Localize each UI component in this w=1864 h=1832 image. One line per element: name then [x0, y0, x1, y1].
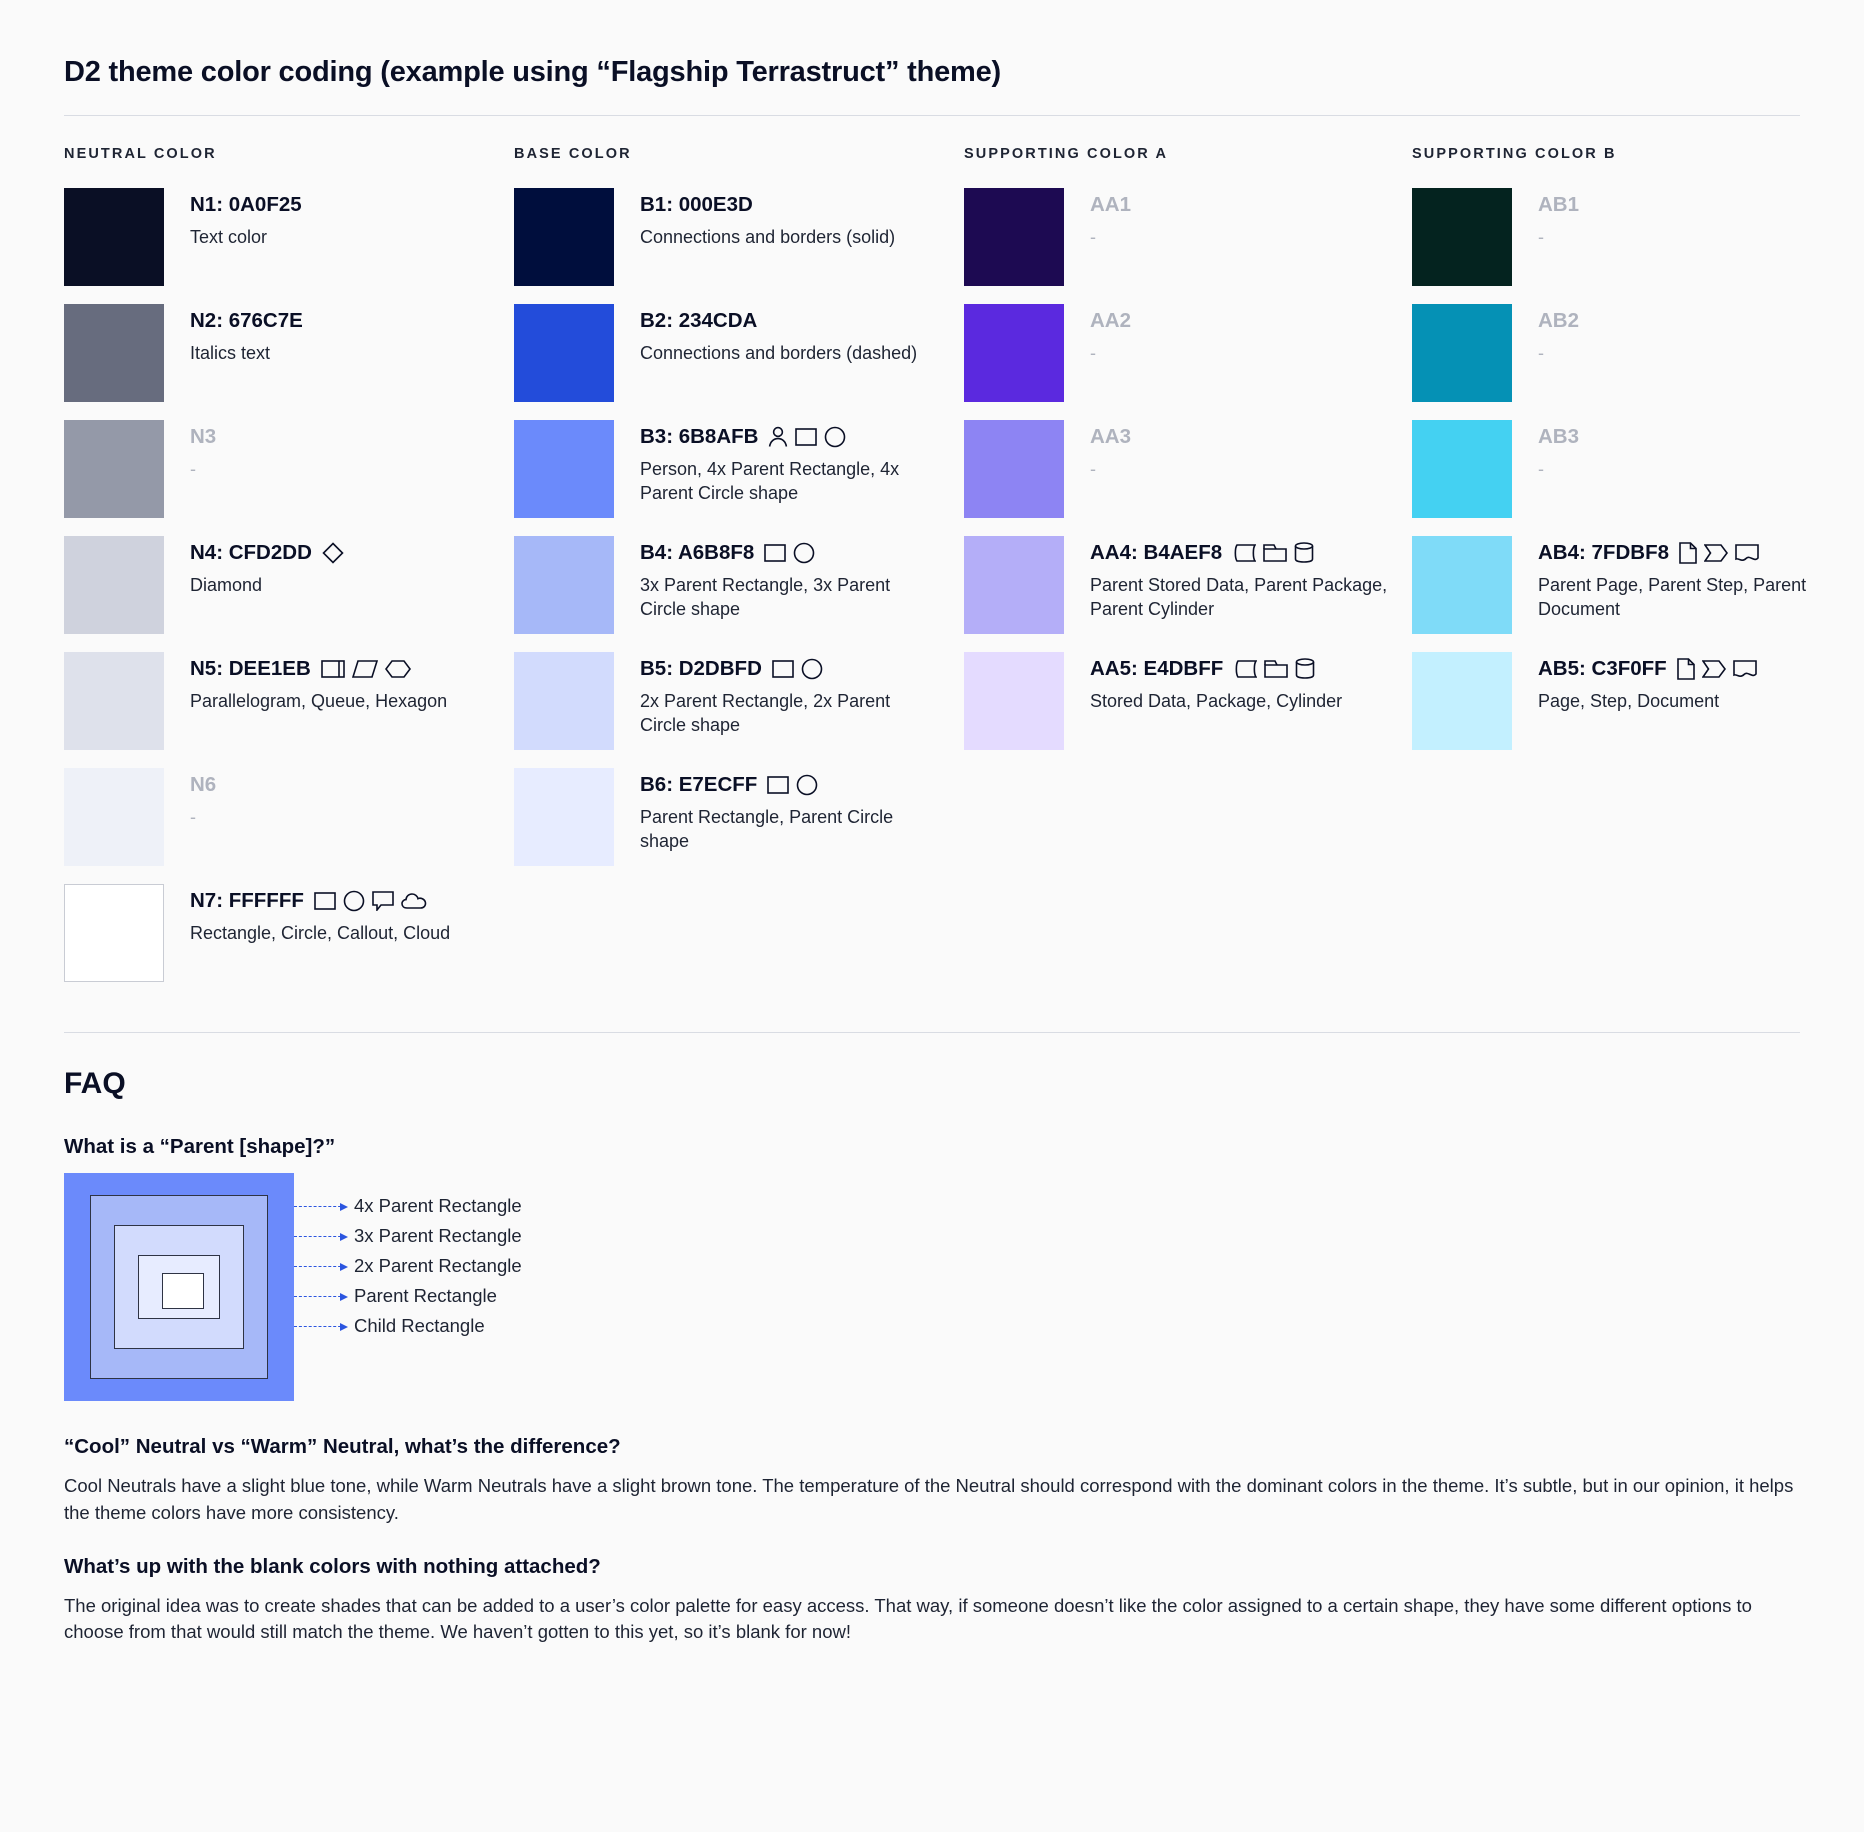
swatch-row [964, 188, 1412, 286]
shape-icon-group [1232, 542, 1314, 563]
swatch-label: AA1 [1090, 193, 1132, 216]
callout-icon [372, 890, 394, 911]
color-swatch [514, 536, 614, 634]
nesting-arrow [294, 1206, 346, 1207]
diamond-icon [322, 542, 344, 564]
swatch-row [514, 768, 964, 866]
swatch-row [1412, 536, 1852, 634]
color-column [1412, 146, 1852, 1000]
swatch-text [614, 420, 940, 506]
color-swatch [1412, 536, 1512, 634]
color-swatch [514, 768, 614, 866]
color-swatch [964, 304, 1064, 402]
swatch-text [1512, 536, 1838, 622]
swatch-description: Italics text [190, 342, 271, 363]
swatch-text [614, 536, 940, 622]
column-heading: SUPPORTING COLOR A [964, 146, 1169, 162]
rectangle-icon [314, 891, 336, 911]
swatch-row [1412, 420, 1852, 518]
parallelogram-icon [352, 659, 378, 679]
swatch-label: AB3 [1538, 425, 1580, 448]
color-swatch [1412, 652, 1512, 750]
swatch-text [1512, 652, 1757, 713]
swatch-row [964, 420, 1412, 518]
swatch-text [614, 188, 895, 249]
nesting-labels [294, 1173, 814, 1401]
swatch-description: - [1538, 226, 1544, 247]
document-icon [1735, 543, 1759, 563]
nested-rect-4 [162, 1273, 204, 1309]
swatch-text [1064, 188, 1131, 249]
swatch-label: B2: 234CDA [640, 309, 758, 332]
hexagon-icon [385, 659, 411, 679]
color-swatch [1412, 188, 1512, 286]
nesting-arrow [294, 1236, 346, 1237]
swatch-text [164, 884, 450, 945]
swatch-row [964, 536, 1412, 634]
swatch-text [164, 536, 344, 597]
swatch-label: N2: 676C7E [190, 309, 303, 332]
swatch-description: Parent Stored Data, Parent Package, Parent Cylinder [1090, 574, 1388, 620]
swatch-row [514, 304, 964, 402]
shape-icon-group [767, 774, 818, 796]
swatch-row [64, 188, 514, 286]
stored-data-icon [1233, 659, 1257, 679]
swatch-description: Connections and borders (solid) [640, 226, 896, 247]
swatch-description: Parallelogram, Queue, Hexagon [190, 690, 448, 711]
swatch-row [64, 884, 514, 982]
faq-heading: FAQ [64, 1067, 126, 1100]
swatch-label: N6 [190, 773, 217, 796]
faq-question-3: What’s up with the blank colors with nothing attached? [64, 1554, 601, 1578]
column-heading: NEUTRAL COLOR [64, 146, 217, 162]
swatch-label: AA3 [1090, 425, 1132, 448]
swatch-label: B5: D2DBFD [640, 656, 940, 682]
shape-icon-group [321, 659, 411, 679]
swatch-row [64, 304, 514, 402]
swatch-label: N7: FFFFFF [190, 888, 450, 914]
swatch-label: AA4: B4AEF8 [1090, 540, 1390, 566]
shape-icon-group [1677, 658, 1757, 680]
color-swatch [64, 768, 164, 866]
shape-icon-group [1679, 542, 1759, 564]
circle-icon [796, 774, 818, 796]
swatch-label: B3: 6B8AFB [640, 424, 940, 450]
shape-icon-group [1233, 658, 1315, 679]
swatch-label: B4: A6B8F8 [640, 540, 940, 566]
color-swatch [964, 188, 1064, 286]
color-swatch [64, 536, 164, 634]
swatch-description: Rectangle, Circle, Callout, Cloud [190, 922, 451, 943]
nesting-label: Parent Rectangle [354, 1285, 497, 1306]
color-swatch [514, 304, 614, 402]
swatch-description: Page, Step, Document [1538, 690, 1720, 711]
nesting-arrow [294, 1296, 346, 1297]
swatch-label: B6: E7ECFF [640, 772, 940, 798]
swatch-row [964, 652, 1412, 750]
swatch-label: N1: 0A0F25 [190, 193, 302, 216]
color-swatch [514, 420, 614, 518]
faq-answer-3: The original idea was to create shades that can be added to a user’s color palette for easy access. That way, if someone doesn’t like the color assigned to a certain shape, they have some different options to choose from that would still match the theme. We haven’t gotten to this yet, so it’s blank for now! [64, 1594, 1752, 1643]
nesting-label: Child Rectangle [354, 1315, 485, 1336]
swatch-label: N4: CFD2DD [190, 540, 344, 566]
nesting-label: 2x Parent Rectangle [354, 1255, 522, 1276]
column-heading: BASE COLOR [514, 146, 632, 162]
package-icon [1263, 543, 1287, 563]
rectangle-icon [767, 775, 789, 795]
swatch-text [164, 188, 302, 249]
swatch-label: AB5: C3F0FF [1538, 656, 1757, 682]
color-column [964, 146, 1412, 1000]
color-swatch [964, 652, 1064, 750]
circle-icon [824, 426, 846, 448]
swatch-description: 3x Parent Rectangle, 3x Parent Circle shape [640, 574, 891, 620]
swatch-text [614, 768, 940, 854]
swatch-text [1064, 652, 1342, 713]
color-swatch [1412, 304, 1512, 402]
swatch-text [164, 420, 216, 481]
circle-icon [343, 890, 365, 912]
rectangle-icon [764, 543, 786, 563]
swatch-label: AB4: 7FDBF8 [1538, 540, 1838, 566]
shape-icon-group [768, 426, 846, 448]
shape-icon-group [772, 658, 823, 680]
swatch-row [1412, 304, 1852, 402]
swatch-label: AA5: E4DBFF [1090, 656, 1342, 682]
swatch-label: N5: DEE1EB [190, 656, 447, 682]
nested-rectangles [64, 1173, 294, 1401]
step-icon [1704, 543, 1728, 563]
title-divider [64, 115, 1800, 116]
swatch-text [164, 652, 447, 713]
swatch-description: Text color [190, 226, 268, 247]
color-swatch [514, 188, 614, 286]
swatch-description: Parent Page, Parent Step, Parent Document [1538, 574, 1807, 620]
swatch-description: Parent Rectangle, Parent Circle shape [640, 806, 894, 852]
faq-divider [64, 1032, 1800, 1033]
shape-icon-group [322, 542, 344, 564]
cloud-icon [401, 891, 427, 911]
cylinder-icon [1294, 542, 1314, 563]
nesting-arrow [294, 1326, 346, 1327]
swatch-row [64, 536, 514, 634]
color-swatch [64, 652, 164, 750]
color-swatch [964, 420, 1064, 518]
swatch-description: - [190, 458, 196, 479]
circle-icon [793, 542, 815, 564]
circle-icon [801, 658, 823, 680]
swatch-description: Connections and borders (dashed) [640, 342, 918, 363]
swatch-row [514, 652, 964, 750]
swatch-text [164, 304, 303, 365]
stored-data-icon [1232, 543, 1256, 563]
color-columns [64, 146, 1807, 1000]
swatch-label: AB1 [1538, 193, 1580, 216]
column-heading: SUPPORTING COLOR B [1412, 146, 1617, 162]
swatch-row [64, 420, 514, 518]
person-icon [768, 426, 788, 448]
step-icon [1702, 659, 1726, 679]
swatch-row [64, 652, 514, 750]
color-swatch [64, 304, 164, 402]
color-swatch [514, 652, 614, 750]
shape-icon-group [314, 890, 427, 912]
swatch-label: AB2 [1538, 309, 1580, 332]
rectangle-icon [795, 427, 817, 447]
swatch-row [514, 420, 964, 518]
nesting-label: 3x Parent Rectangle [354, 1225, 522, 1246]
swatch-row [1412, 652, 1852, 750]
color-column [64, 146, 514, 1000]
swatch-text [614, 304, 917, 365]
color-swatch [64, 420, 164, 518]
queue-icon [321, 659, 345, 679]
color-swatch [964, 536, 1064, 634]
nesting-arrow [294, 1266, 346, 1267]
swatch-text [1064, 304, 1131, 365]
page-icon [1679, 542, 1697, 564]
nesting-label: 4x Parent Rectangle [354, 1195, 522, 1216]
swatch-text [614, 652, 940, 738]
color-swatch [64, 884, 164, 982]
swatch-text [1512, 188, 1579, 249]
swatch-description: 2x Parent Rectangle, 2x Parent Circle shape [640, 690, 891, 736]
swatch-label: N3 [190, 425, 217, 448]
faq-question-1: What is a “Parent [shape]?” [64, 1135, 336, 1158]
swatch-description: - [1538, 458, 1544, 479]
swatch-text [1064, 420, 1131, 481]
faq-answer-2: Cool Neutrals have a slight blue tone, while Warm Neutrals have a slight brown tone. The temperature of the Neutral should correspond with the dominant colors in the theme. It’s subtle, but in our opinion, it helps the theme colors have more consistency. [64, 1475, 1794, 1523]
color-swatch [64, 188, 164, 286]
rectangle-icon [772, 659, 794, 679]
faq-question-2: “Cool” Neutral vs “Warm” Neutral, what’s the difference? [64, 1435, 621, 1458]
page-icon [1677, 658, 1695, 680]
swatch-text [1512, 304, 1579, 365]
shape-icon-group [764, 542, 815, 564]
swatch-description: Person, 4x Parent Rectangle, 4x Parent Circle shape [640, 458, 900, 504]
swatch-text [1512, 420, 1579, 481]
swatch-row [514, 536, 964, 634]
swatch-row [514, 188, 964, 286]
package-icon [1264, 659, 1288, 679]
cylinder-icon [1295, 658, 1315, 679]
swatch-label: AA2 [1090, 309, 1132, 332]
swatch-text [1064, 536, 1390, 622]
swatch-description: - [1538, 342, 1544, 363]
color-column [514, 146, 964, 1000]
parent-shape-diagram [64, 1173, 1800, 1401]
page-title: D2 theme color coding (example using “Flagship Terrastruct” theme) [64, 56, 1002, 88]
swatch-description: Stored Data, Package, Cylinder [1090, 690, 1343, 711]
document-icon [1733, 659, 1757, 679]
swatch-row [1412, 188, 1852, 286]
color-swatch [1412, 420, 1512, 518]
swatch-text [164, 768, 216, 829]
swatch-description: - [1090, 226, 1096, 247]
swatch-description: - [1090, 342, 1096, 363]
swatch-description: Diamond [190, 574, 263, 595]
swatch-row [964, 304, 1412, 402]
swatch-description: - [190, 806, 196, 827]
swatch-description: - [1090, 458, 1096, 479]
swatch-label: B1: 000E3D [640, 193, 753, 216]
swatch-row [64, 768, 514, 866]
